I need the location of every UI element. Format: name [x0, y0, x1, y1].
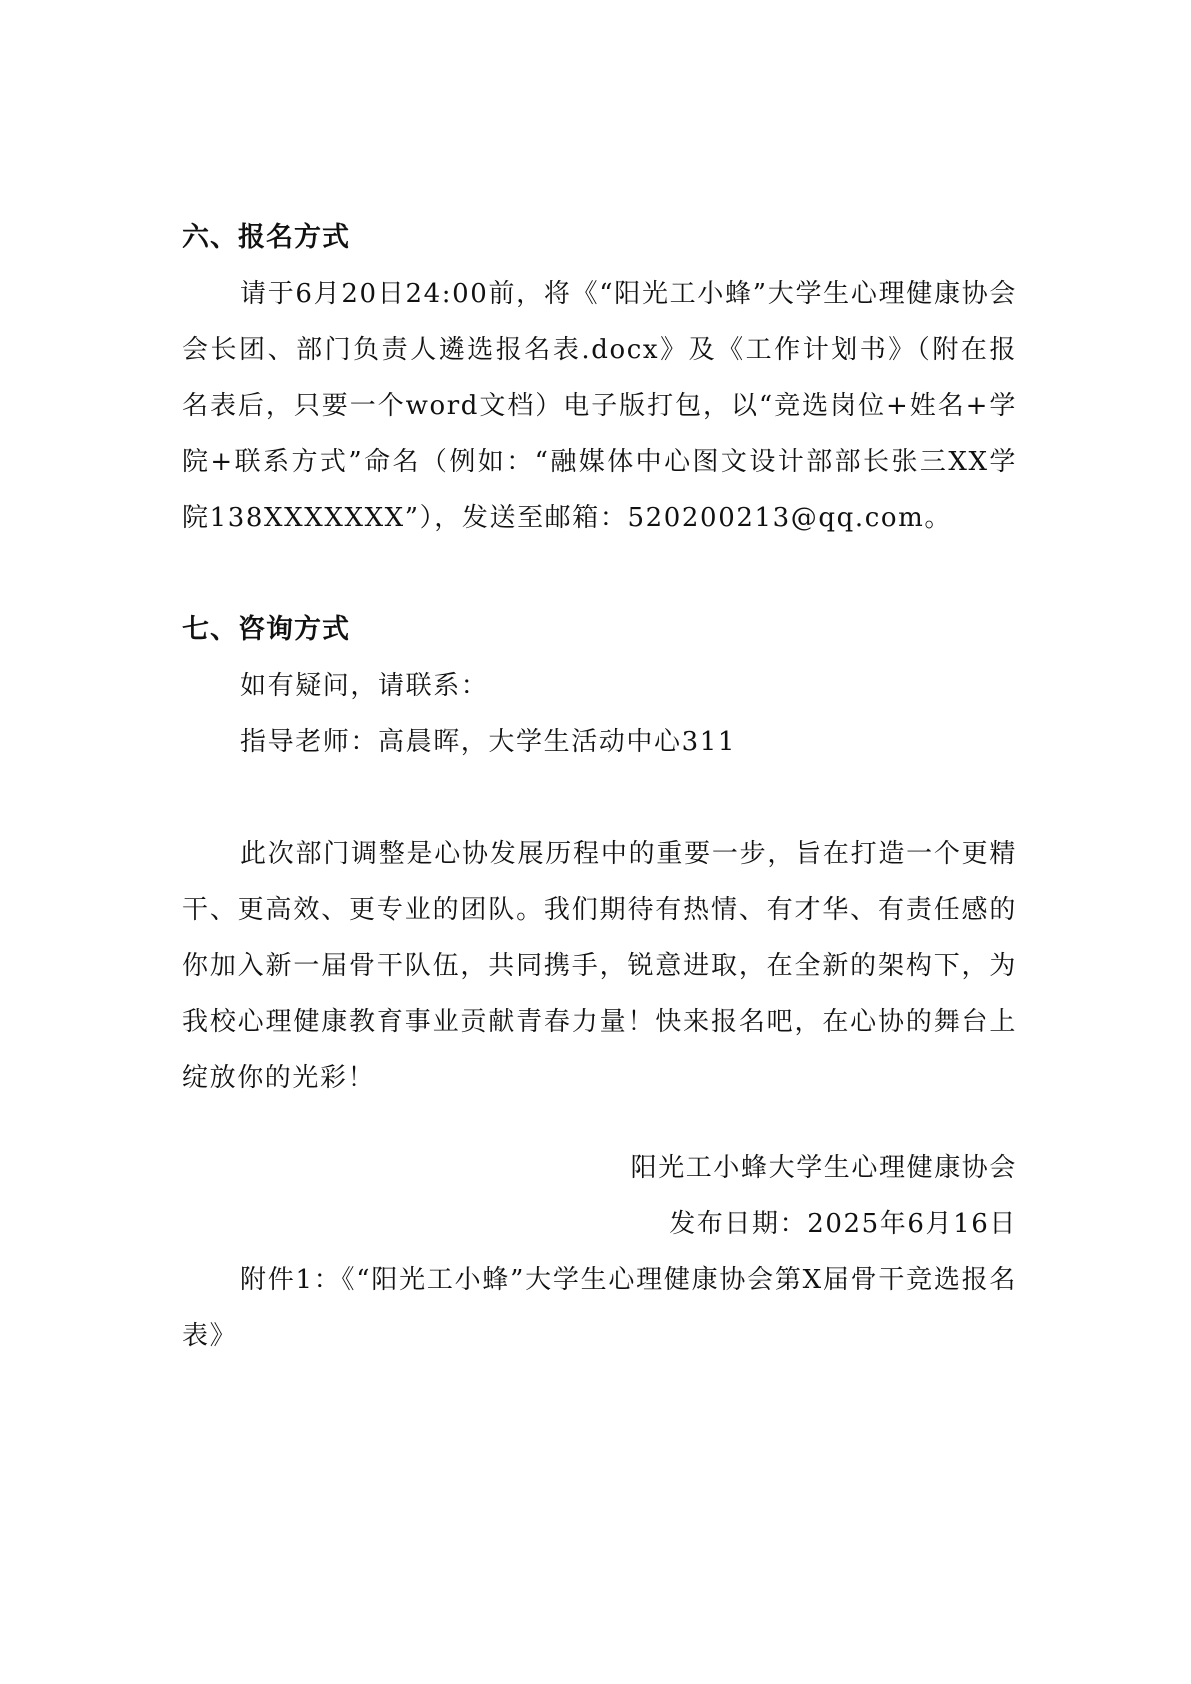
advisor-contact: 指导老师：高晨晖，大学生活动中心311	[240, 727, 737, 757]
spacer	[182, 770, 1017, 826]
section-6-body: 请于6月20日24:00前，将《“阳光工小蜂”大学生心理健康协会会长团、部门负责人遴选报名表.docx》及《工作计划书》（附在报名表后，只要一个word文档）电子版打包，以“竞选岗位+姓名+学院+联系方式”命名（例如：“融媒体中心图文设计部部长张三XX学院138XXXXXXX”），发送至邮箱：520200213@qq.com。	[182, 279, 1017, 533]
attachment-note: 附件1：《“阳光工小蜂”大学生心理健康协会第X届骨干竞选报名表》	[182, 1265, 1017, 1351]
section-6-heading: 六、报名方式	[182, 222, 350, 253]
signature-organization: 阳光工小蜂大学生心理健康协会	[630, 1153, 1017, 1183]
document-content	[182, 210, 1017, 1364]
spacer	[182, 1106, 1017, 1140]
contact-prompt: 如有疑问，请联系：	[240, 671, 489, 701]
closing-paragraph: 此次部门调整是心协发展历程中的重要一步，旨在打造一个更精干、更高效、更专业的团队。我们期待有热情、有才华、有责任感的你加入新一届骨干队伍，共同携手，锐意进取，在全新的架构下，为我校心理健康教育事业贡献青春力量！快来报名吧，在心协的舞台上绽放你的光彩！	[182, 839, 1017, 1093]
spacer	[182, 546, 1017, 602]
section-7-heading: 七、咨询方式	[182, 614, 350, 645]
publish-date: 发布日期：2025年6月16日	[669, 1209, 1017, 1239]
